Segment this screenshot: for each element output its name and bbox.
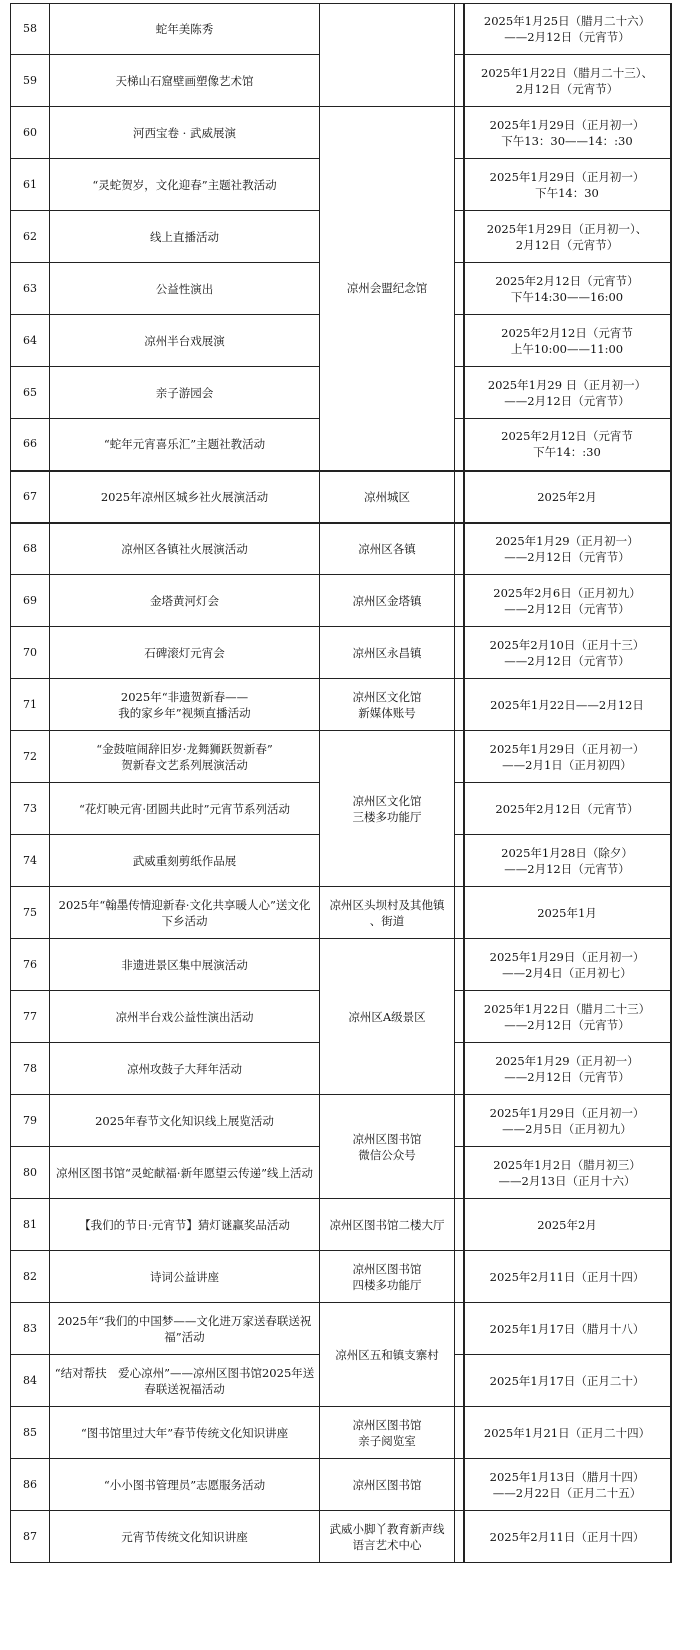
table-row: [11, 1511, 671, 1563]
event-date: 2025年2月6日（正月初九） ——2月12日（元宵节）: [464, 575, 671, 627]
row-number: 78: [11, 1043, 50, 1095]
event-venue: 凉州区图书馆 四楼多功能厅: [320, 1251, 455, 1303]
event-name: 2025年“我们的中国梦——文化进万家送春联送祝福”活动: [50, 1303, 320, 1355]
row-number: 86: [11, 1459, 50, 1511]
column-gap: [455, 263, 464, 315]
column-gap: [455, 991, 464, 1043]
event-date: 2025年2月12日（元宵节 下午14：:30: [464, 419, 671, 471]
event-venue: 凉州区图书馆二楼大厅: [320, 1199, 455, 1251]
event-date: 2025年1月22日——2月12日: [464, 679, 671, 731]
table-row: [11, 471, 671, 523]
event-name: 凉州半台戏公益性演出活动: [50, 991, 320, 1043]
row-number: 75: [11, 887, 50, 939]
column-gap: [455, 419, 464, 471]
event-name: 凉州半台戏展演: [50, 315, 320, 367]
event-name: “图书馆里过大年”春节传统文化知识讲座: [50, 1407, 320, 1459]
event-name: 【我们的节日·元宵节】猜灯谜赢奖品活动: [50, 1199, 320, 1251]
row-number: 77: [11, 991, 50, 1043]
event-name: 2025年“翰墨传情迎新春·文化共享暖人心”送文化下乡活动: [50, 887, 320, 939]
events-table-body: [11, 4, 671, 1563]
row-number: 68: [11, 523, 50, 575]
event-name: “结对帮扶 爱心凉州”——凉州区图书馆2025年送春联送祝福活动: [50, 1355, 320, 1407]
event-date: 2025年2月11日（正月十四）: [464, 1251, 671, 1303]
event-name: 2025年“非遗贺新春—— 我的家乡年”视频直播活动: [50, 679, 320, 731]
event-venue: 凉州区头坝村及其他镇 、街道: [320, 887, 455, 939]
row-number: 82: [11, 1251, 50, 1303]
row-number: 64: [11, 315, 50, 367]
event-date: 2025年1月: [464, 887, 671, 939]
column-gap: [455, 939, 464, 991]
event-date: 2025年1月29日（正月初一）、 2月12日（元宵节）: [464, 211, 671, 263]
table-row: [11, 575, 671, 627]
column-gap: [455, 627, 464, 679]
event-date: 2025年2月11日（正月十四）: [464, 1511, 671, 1563]
event-name: 元宵节传统文化知识讲座: [50, 1511, 320, 1563]
row-number: 66: [11, 419, 50, 471]
event-date: 2025年2月12日（元宵节 上午10:00——11:00: [464, 315, 671, 367]
event-date: 2025年2月: [464, 1199, 671, 1251]
table-row: [11, 627, 671, 679]
row-number: 76: [11, 939, 50, 991]
table-row: [11, 1199, 671, 1251]
row-number: 73: [11, 783, 50, 835]
event-name: 金塔黄河灯会: [50, 575, 320, 627]
column-gap: [455, 1459, 464, 1511]
column-gap: [455, 523, 464, 575]
event-name: 武威重刻剪纸作品展: [50, 835, 320, 887]
event-venue: 凉州区永昌镇: [320, 627, 455, 679]
row-number: 72: [11, 731, 50, 783]
table-row: [11, 939, 671, 991]
event-name: “金鼓喧闹辞旧岁·龙舞狮跃贺新春” 贺新春文艺系列展演活动: [50, 731, 320, 783]
event-date: 2025年2月12日（元宵节）: [464, 783, 671, 835]
event-name: 天梯山石窟壁画塑像艺术馆: [50, 55, 320, 107]
event-date: 2025年1月21日（正月二十四）: [464, 1407, 671, 1459]
column-gap: [455, 367, 464, 419]
event-venue: 凉州区五和镇支寨村: [320, 1303, 455, 1407]
column-gap: [455, 471, 464, 523]
event-date: 2025年1月28日（除夕） ——2月12日（元宵节）: [464, 835, 671, 887]
column-gap: [455, 107, 464, 159]
event-venue: 凉州区图书馆: [320, 1459, 455, 1511]
event-name: “小小图书管理员”志愿服务活动: [50, 1459, 320, 1511]
event-venue: 凉州区A级景区: [320, 939, 455, 1095]
row-number: 58: [11, 4, 50, 55]
event-venue: 凉州区文化馆 三楼多功能厅: [320, 731, 455, 887]
event-venue: 凉州城区: [320, 471, 455, 523]
row-number: 71: [11, 679, 50, 731]
event-date: 2025年1月2日（腊月初三） ——2月13日（正月十六）: [464, 1147, 671, 1199]
row-number: 83: [11, 1303, 50, 1355]
event-name: 2025年凉州区城乡社火展演活动: [50, 471, 320, 523]
event-name: “花灯映元宵·团圆共此时”元宵节系列活动: [50, 783, 320, 835]
event-date: 2025年1月29（正月初一） ——2月12日（元宵节）: [464, 1043, 671, 1095]
event-name: 亲子游园会: [50, 367, 320, 419]
column-gap: [455, 1147, 464, 1199]
table-row: [11, 1303, 671, 1355]
event-date: 2025年1月22日（腊月二十三）、 2月12日（元宵节）: [464, 55, 671, 107]
column-gap: [455, 679, 464, 731]
column-gap: [455, 4, 464, 55]
event-name: 2025年春节文化知识线上展览活动: [50, 1095, 320, 1147]
row-number: 60: [11, 107, 50, 159]
event-name: 蛇年美陈秀: [50, 4, 320, 55]
event-venue: 凉州区金塔镇: [320, 575, 455, 627]
event-name: 凉州攻鼓子大拜年活动: [50, 1043, 320, 1095]
row-number: 59: [11, 55, 50, 107]
table-row: [11, 1251, 671, 1303]
event-name: “灵蛇贺岁，文化迎春”主题社教活动: [50, 159, 320, 211]
column-gap: [455, 575, 464, 627]
event-venue: [320, 4, 455, 107]
event-name: 石碑滚灯元宵会: [50, 627, 320, 679]
event-venue: 武威小脚丫教育新声线 语言艺术中心: [320, 1511, 455, 1563]
event-date: 2025年1月13日（腊月十四） ——2月22日（正月二十五）: [464, 1459, 671, 1511]
row-number: 87: [11, 1511, 50, 1563]
column-gap: [455, 211, 464, 263]
event-name: 线上直播活动: [50, 211, 320, 263]
event-date: 2025年2月12日（元宵节） 下午14:30——16:00: [464, 263, 671, 315]
table-row: [11, 1095, 671, 1147]
event-date: 2025年1月29（正月初一） ——2月12日（元宵节）: [464, 523, 671, 575]
column-gap: [455, 315, 464, 367]
event-date: 2025年1月17日（正月二十）: [464, 1355, 671, 1407]
column-gap: [455, 1095, 464, 1147]
event-name: 凉州区各镇社火展演活动: [50, 523, 320, 575]
event-date: 2025年1月25日（腊月二十六） ——2月12日（元宵节）: [464, 4, 671, 55]
row-number: 69: [11, 575, 50, 627]
column-gap: [455, 159, 464, 211]
event-name: 河西宝卷 · 武威展演: [50, 107, 320, 159]
column-gap: [455, 835, 464, 887]
row-number: 65: [11, 367, 50, 419]
table-row: [11, 1459, 671, 1511]
event-name: 公益性演出: [50, 263, 320, 315]
table-row: [11, 4, 671, 55]
row-number: 85: [11, 1407, 50, 1459]
event-date: 2025年1月29日（正月初一） ——2月4日（正月初七）: [464, 939, 671, 991]
column-gap: [455, 1511, 464, 1563]
event-name: 诗词公益讲座: [50, 1251, 320, 1303]
event-date: 2025年1月29日（正月初一） ——2月1日（正月初四）: [464, 731, 671, 783]
event-date: 2025年1月29日（正月初一） 下午13：30——14：:30: [464, 107, 671, 159]
column-gap: [455, 1407, 464, 1459]
table-row: [11, 523, 671, 575]
table-row: [11, 887, 671, 939]
row-number: 80: [11, 1147, 50, 1199]
event-date: 2025年1月17日（腊月十八）: [464, 1303, 671, 1355]
event-venue: 凉州区图书馆 微信公众号: [320, 1095, 455, 1199]
table-row: [11, 679, 671, 731]
row-number: 70: [11, 627, 50, 679]
event-name: “蛇年元宵喜乐汇”主题社教活动: [50, 419, 320, 471]
event-venue: 凉州区各镇: [320, 523, 455, 575]
event-date: 2025年1月29日（正月初一） ——2月5日（正月初九）: [464, 1095, 671, 1147]
column-gap: [455, 1199, 464, 1251]
table-row: [11, 731, 671, 783]
table-row: [11, 107, 671, 159]
row-number: 62: [11, 211, 50, 263]
table-row: [11, 1407, 671, 1459]
row-number: 63: [11, 263, 50, 315]
row-number: 81: [11, 1199, 50, 1251]
column-gap: [455, 55, 464, 107]
row-number: 74: [11, 835, 50, 887]
event-venue: 凉州会盟纪念馆: [320, 107, 455, 471]
event-name: 非遗进景区集中展演活动: [50, 939, 320, 991]
event-date: 2025年1月22日（腊月二十三） ——2月12日（元宵节）: [464, 991, 671, 1043]
column-gap: [455, 1355, 464, 1407]
event-name: 凉州区图书馆“灵蛇献福·新年愿望云传递”线上活动: [50, 1147, 320, 1199]
row-number: 67: [11, 471, 50, 523]
event-date: 2025年1月29 日（正月初一） ——2月12日（元宵节）: [464, 367, 671, 419]
column-gap: [455, 731, 464, 783]
column-gap: [455, 887, 464, 939]
column-gap: [455, 1251, 464, 1303]
event-date: 2025年2月: [464, 471, 671, 523]
column-gap: [455, 1043, 464, 1095]
column-gap: [455, 783, 464, 835]
event-venue: 凉州区文化馆 新媒体账号: [320, 679, 455, 731]
events-table: [10, 3, 672, 1563]
column-gap: [455, 1303, 464, 1355]
row-number: 84: [11, 1355, 50, 1407]
event-venue: 凉州区图书馆 亲子阅览室: [320, 1407, 455, 1459]
event-date: 2025年1月29日（正月初一） 下午14：30: [464, 159, 671, 211]
row-number: 61: [11, 159, 50, 211]
row-number: 79: [11, 1095, 50, 1147]
event-date: 2025年2月10日（正月十三） ——2月12日（元宵节）: [464, 627, 671, 679]
